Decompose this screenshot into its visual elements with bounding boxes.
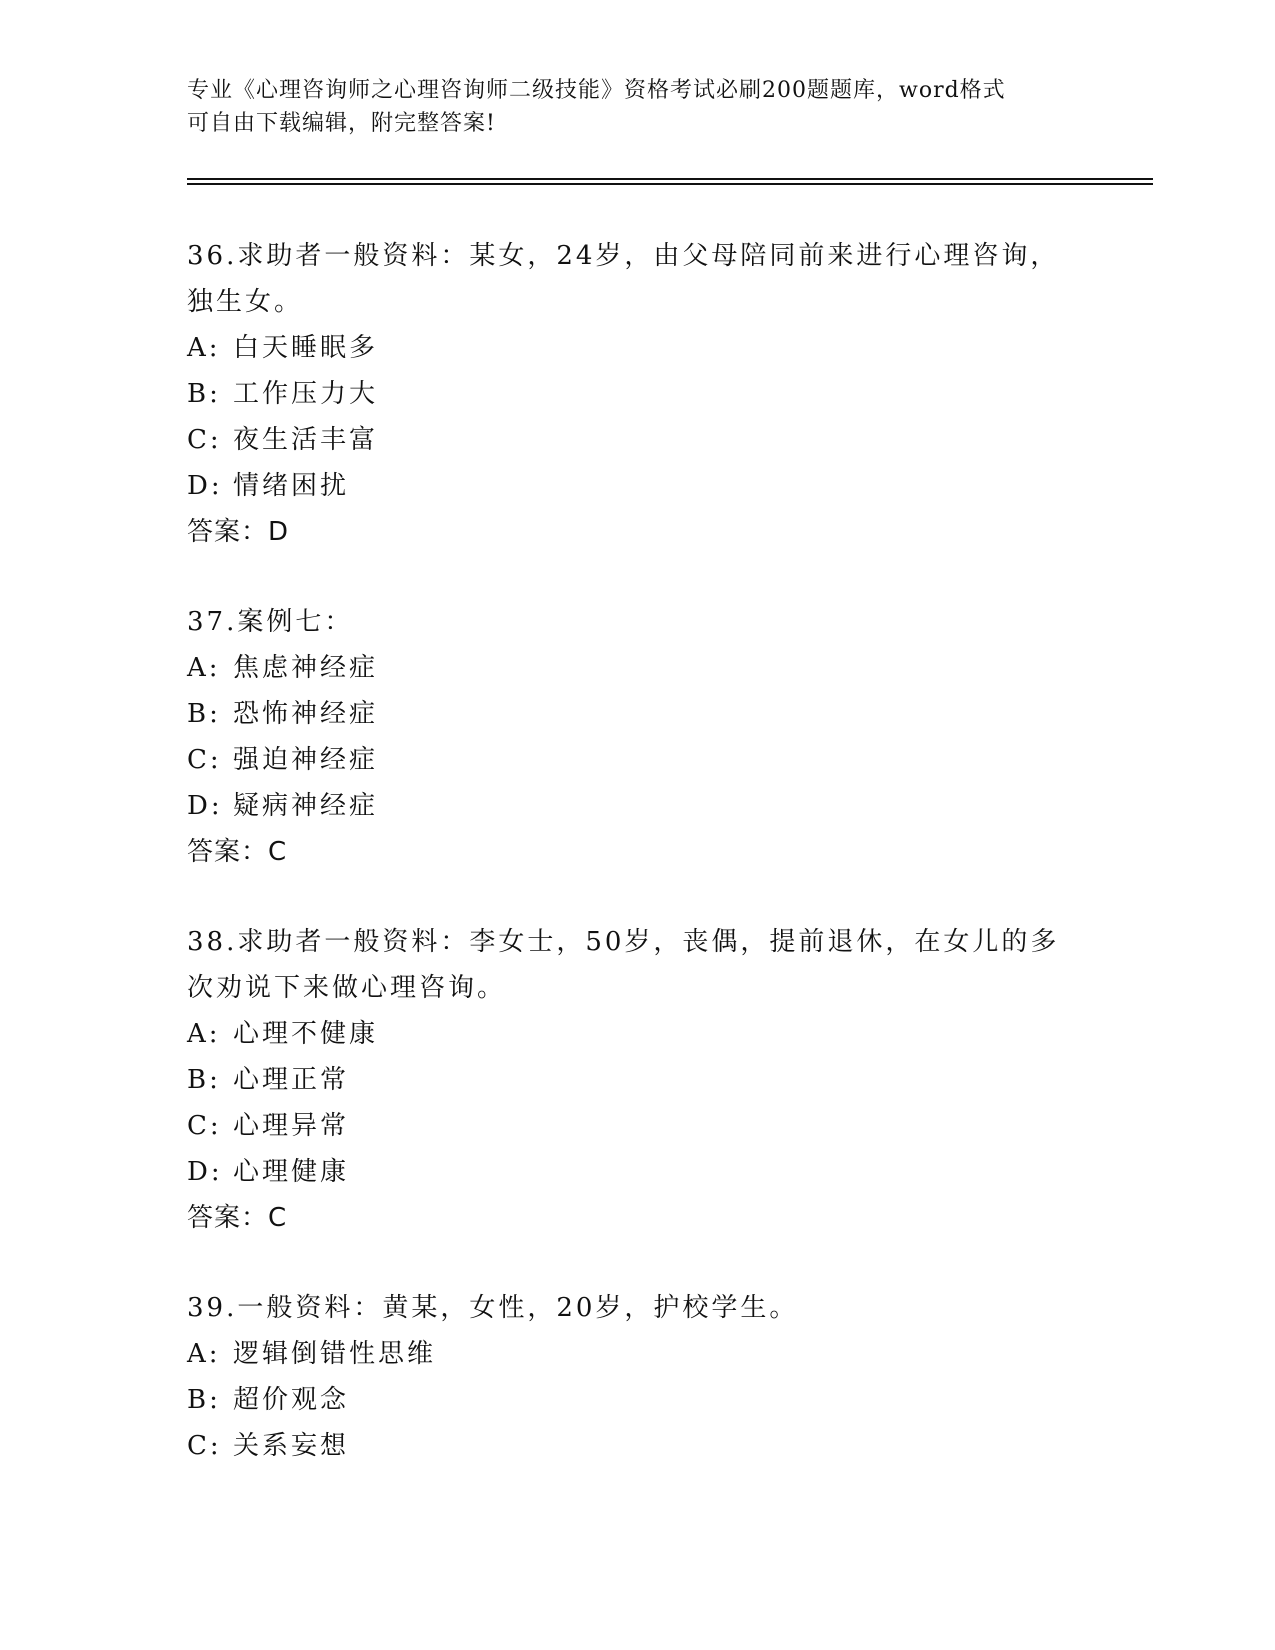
question-37 (187, 599, 1087, 875)
option-letter: D: (187, 791, 223, 821)
option-d (187, 783, 1087, 829)
option-a (187, 1011, 1087, 1057)
option-text: 心理异常 (233, 1111, 350, 1141)
question-list (187, 233, 1087, 1513)
option-c (187, 1103, 1087, 1149)
answer: 答案：C (187, 837, 288, 867)
option-letter: C: (187, 745, 222, 775)
option-letter: C: (187, 1111, 222, 1141)
option-text: 工作压力大 (233, 379, 379, 409)
option-b (187, 371, 1087, 417)
option-d (187, 1149, 1087, 1195)
option-letter: B: (187, 1065, 221, 1095)
option-letter: B: (187, 1385, 221, 1415)
option-letter: C: (187, 425, 222, 455)
option-b (187, 1057, 1087, 1103)
question-stem: 36.求助者一般资料：某女，24岁，由父母陪同前来进行心理咨询，独生女。 (187, 241, 1060, 317)
option-text: 超价观念 (233, 1385, 350, 1415)
option-c (187, 1423, 1087, 1469)
option-c (187, 737, 1087, 783)
option-letter: B: (187, 699, 221, 729)
header-line-1: 专业《心理咨询师之心理咨询师二级技能》资格考试必刷200题题库，word格式 (187, 78, 1006, 103)
question-36 (187, 233, 1087, 555)
option-b (187, 691, 1087, 737)
question-stem: 38.求助者一般资料：李女士，50岁，丧偶，提前退休，在女儿的多次劝说下来做心理咨询。 (187, 927, 1060, 1003)
answer: 答案：D (187, 517, 290, 547)
option-d (187, 463, 1087, 509)
question-38 (187, 919, 1087, 1241)
header-line-2: 可自由下载编辑，附完整答案! (187, 111, 496, 136)
question-stem: 37.案例七： (187, 607, 354, 637)
option-letter: A: (187, 333, 221, 363)
option-text: 焦虑神经症 (233, 653, 379, 683)
header-divider-bottom (187, 183, 1153, 185)
option-a (187, 325, 1087, 371)
option-letter: B: (187, 379, 221, 409)
question-stem: 39.一般资料：黄某，女性，20岁，护校学生。 (187, 1293, 799, 1323)
option-letter: A: (187, 1019, 221, 1049)
option-a (187, 645, 1087, 691)
option-text: 白天睡眠多 (233, 333, 379, 363)
question-39 (187, 1285, 1087, 1469)
option-text: 强迫神经症 (233, 745, 379, 775)
answer: 答案：C (187, 1203, 288, 1233)
option-b (187, 1377, 1087, 1423)
option-letter: D: (187, 1157, 223, 1187)
option-letter: A: (187, 1339, 221, 1369)
option-a (187, 1331, 1087, 1377)
option-text: 心理健康 (233, 1157, 350, 1187)
option-text: 恐怖神经症 (233, 699, 379, 729)
option-text: 疑病神经症 (233, 791, 379, 821)
header-divider-top (187, 178, 1153, 180)
option-c (187, 417, 1087, 463)
option-text: 心理不健康 (233, 1019, 379, 1049)
option-text: 逻辑倒错性思维 (233, 1339, 437, 1369)
option-letter: D: (187, 471, 223, 501)
option-letter: A: (187, 653, 221, 683)
option-text: 情绪困扰 (233, 471, 350, 501)
document-header (187, 74, 1087, 140)
option-text: 关系妄想 (233, 1431, 350, 1461)
option-letter: C: (187, 1431, 222, 1461)
option-text: 夜生活丰富 (233, 425, 379, 455)
option-text: 心理正常 (233, 1065, 350, 1095)
